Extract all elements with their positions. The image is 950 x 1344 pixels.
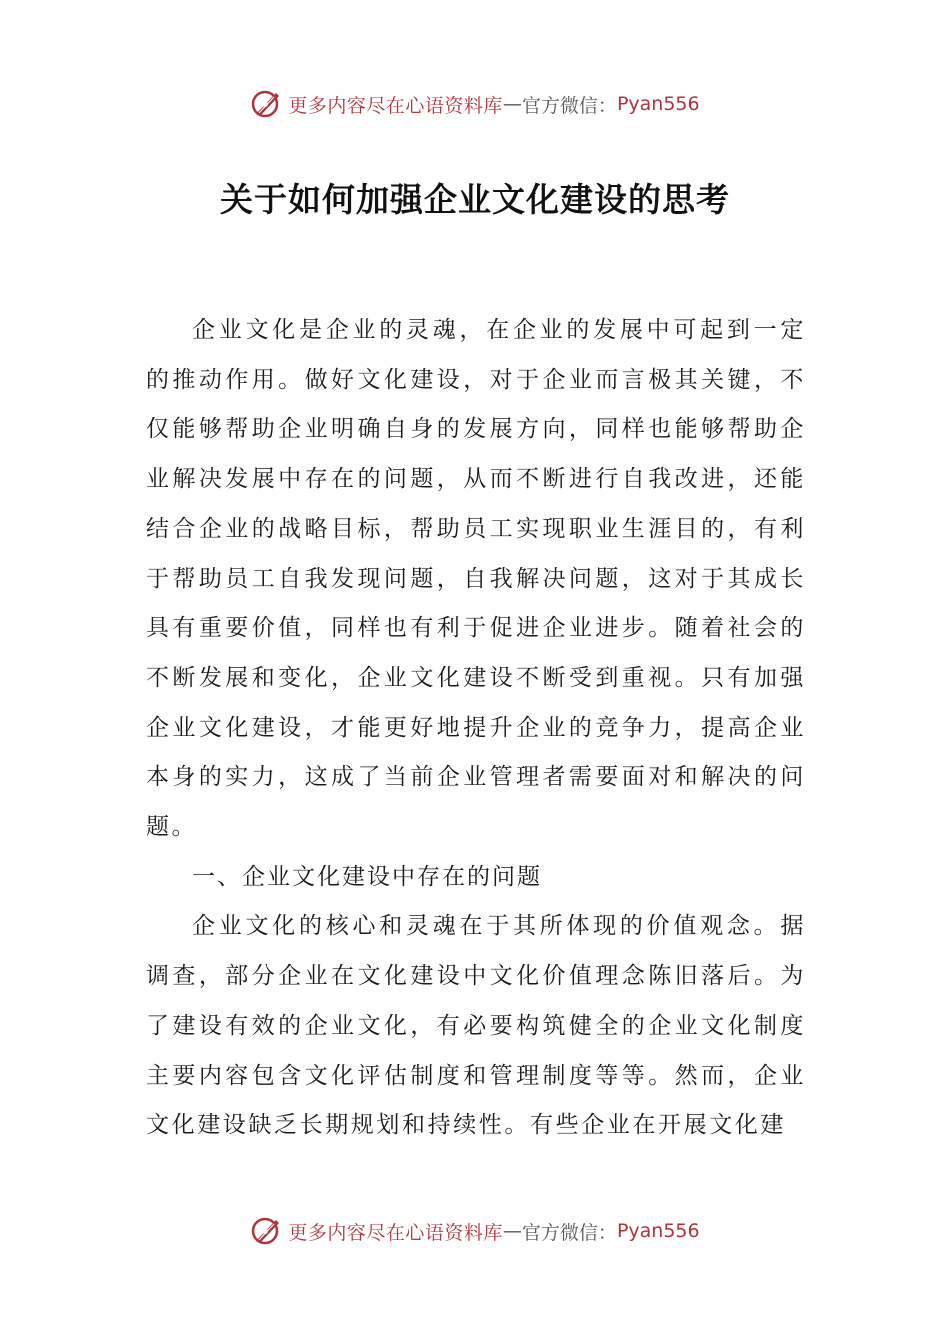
document-title: 关于如何加强企业文化建设的思考 [220,180,730,219]
banner-brand-text: 更多内容尽在心语资料库 [288,1221,503,1244]
banner-wechat-id: Pyan556 [616,1220,700,1242]
banner-official-label: 官方微信： [521,1221,617,1244]
section-heading: 一、企业文化建设中存在的问题 [192,863,542,890]
paragraph-section-one: 企业文化的核心和灵魂在于其所体现的价值观念。据调查，部分企业在文化建设中文化价值理念陈旧落后。为了建设有效的企业文化，有必要构筑健全的企业文化制度主要内容包含文化评估制度和管理制度等等。然而，企业文化建设缺乏长期规划和持续性。有些企业在开展文化建 [146,913,806,1139]
header-watermark-banner [0,84,950,124]
document-body [146,306,806,1151]
paragraph-intro: 企业文化是企业的灵魂，在企业的发展中可起到一定的推动作用。做好文化建设，对于企业而言极其关键，不仅能够帮助企业明确自身的发展方向，同样也能够帮助企业解决发展中存在的问题，从而不断进行自我改进，还能结合企业的战略目标，帮助员工实现职业生涯目的，有利于帮助员工自我发现问题，自我解决问题，这对于其成长具有重要价值，同样也有利于促进企业进步。随着社会的不断发展和变化，企业文化建设不断受到重视。只有加强企业文化建设，才能更好地提升企业的竞争力，提高企业本身的实力，这成了当前企业管理者需要面对和解决的问题。 [146,317,806,841]
footer-watermark-banner [0,1211,950,1251]
quill-logo-icon [250,1214,284,1248]
banner-dash: — [502,93,522,115]
quill-logo-icon [250,87,284,121]
banner-official-label: 官方微信： [521,94,617,117]
banner-wechat-id: Pyan556 [616,93,700,115]
banner-brand-text: 更多内容尽在心语资料库 [288,94,503,117]
banner-dash: — [502,1220,522,1242]
